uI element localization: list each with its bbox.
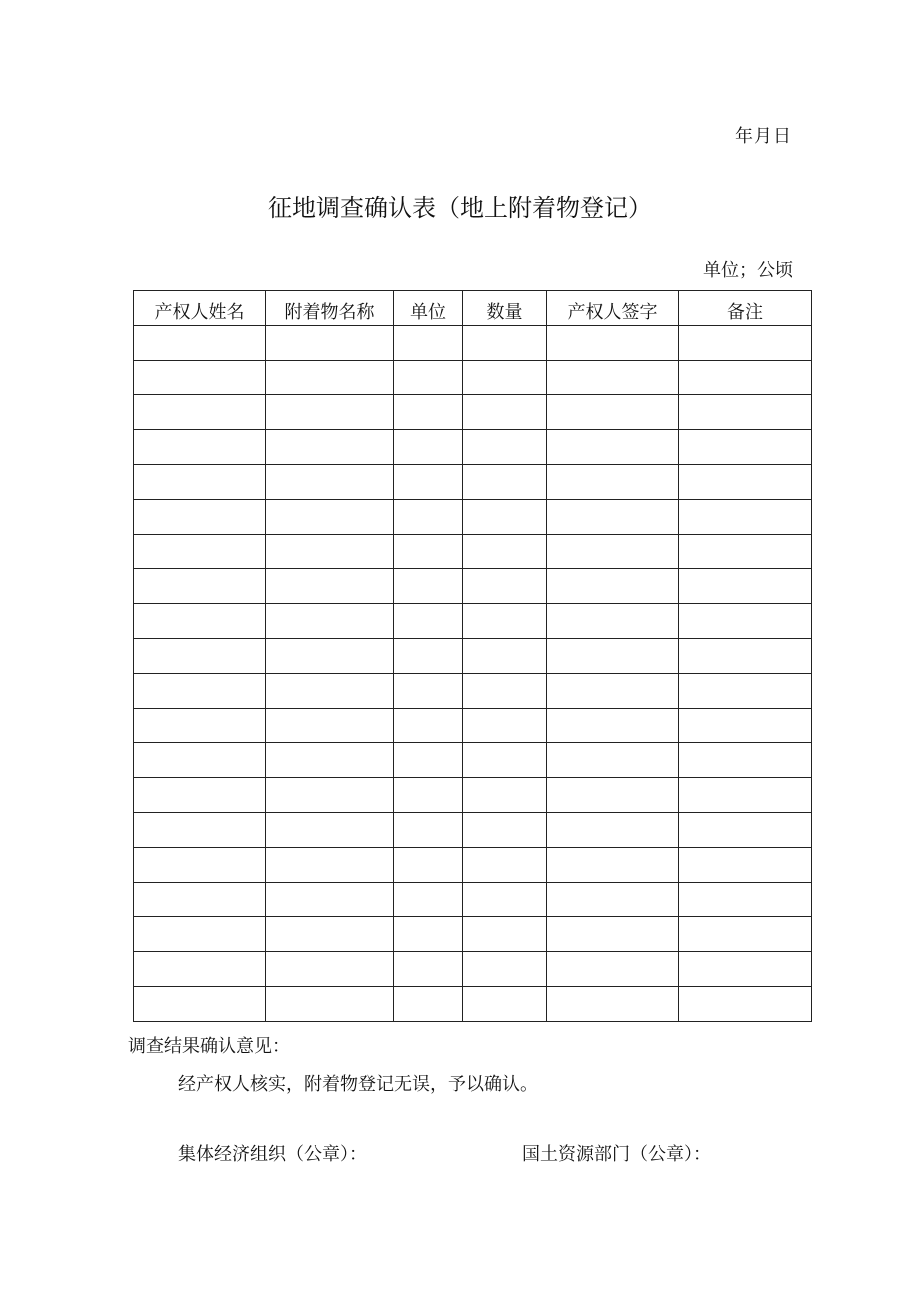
owner-name-cell[interactable] [134,882,266,917]
attachment-name-cell[interactable] [266,360,394,395]
owner-signature-cell[interactable] [547,604,679,639]
remarks-cell[interactable] [679,743,812,778]
owner-name-cell[interactable] [134,499,266,534]
remarks-cell[interactable] [679,952,812,987]
quantity-cell[interactable] [463,395,547,430]
attachment-name-cell[interactable] [266,464,394,499]
owner-name-cell[interactable] [134,743,266,778]
owner-signature-cell[interactable] [547,499,679,534]
land-dept-seal-label: 国土资源部门（公章）： [522,1144,711,1165]
owner-signature-cell[interactable] [547,986,679,1021]
table-row [134,812,812,847]
owner-name-cell[interactable] [134,986,266,1021]
owner-name-cell[interactable] [134,673,266,708]
column-header-quantity: 数量 [463,291,547,326]
owner-signature-cell[interactable] [547,638,679,673]
quantity-cell[interactable] [463,360,547,395]
owner-signature-cell[interactable] [547,464,679,499]
unit-cell[interactable] [394,430,463,465]
remarks-cell[interactable] [679,569,812,604]
table-row [134,952,812,987]
attachment-name-cell[interactable] [266,743,394,778]
table-row [134,360,812,395]
unit-cell[interactable] [394,395,463,430]
table-row [134,708,812,743]
attachment-name-cell[interactable] [266,812,394,847]
table-row [134,569,812,604]
owner-name-cell[interactable] [134,778,266,813]
unit-cell[interactable] [394,325,463,360]
table-row [134,638,812,673]
owner-signature-cell[interactable] [547,708,679,743]
attachment-name-cell[interactable] [266,638,394,673]
attachment-name-cell[interactable] [266,778,394,813]
column-header-remarks: 备注 [679,291,812,326]
owner-name-cell[interactable] [134,847,266,882]
remarks-cell[interactable] [679,708,812,743]
opinion-label: 调查结果确认意见： [128,1036,290,1057]
table-row [134,778,812,813]
unit-cell[interactable] [394,569,463,604]
attachment-name-cell[interactable] [266,430,394,465]
owner-signature-cell[interactable] [547,569,679,604]
unit-cell[interactable] [394,778,463,813]
attachment-name-cell[interactable] [266,882,394,917]
attachment-name-cell[interactable] [266,395,394,430]
quantity-cell[interactable] [463,708,547,743]
owner-signature-cell[interactable] [547,847,679,882]
remarks-cell[interactable] [679,638,812,673]
unit-cell[interactable] [394,638,463,673]
attachment-register-table [133,290,812,1022]
table-row [134,743,812,778]
quantity-cell[interactable] [463,743,547,778]
remarks-cell[interactable] [679,882,812,917]
owner-signature-cell[interactable] [547,430,679,465]
unit-cell[interactable] [394,812,463,847]
remarks-cell[interactable] [679,499,812,534]
owner-signature-cell[interactable] [547,952,679,987]
remarks-cell[interactable] [679,604,812,639]
remarks-cell[interactable] [679,464,812,499]
quantity-cell[interactable] [463,917,547,952]
unit-cell[interactable] [394,917,463,952]
owner-signature-cell[interactable] [547,812,679,847]
quantity-cell[interactable] [463,952,547,987]
attachment-name-cell[interactable] [266,325,394,360]
quantity-cell[interactable] [463,778,547,813]
owner-name-cell[interactable] [134,464,266,499]
unit-cell[interactable] [394,708,463,743]
owner-signature-cell[interactable] [547,395,679,430]
table-row [134,917,812,952]
table-row [134,604,812,639]
owner-name-cell[interactable] [134,325,266,360]
table-row [134,395,812,430]
remarks-cell[interactable] [679,917,812,952]
remarks-cell[interactable] [679,778,812,813]
owner-signature-cell[interactable] [547,882,679,917]
owner-name-cell[interactable] [134,917,266,952]
form-title: 征地调查确认表（地上附着物登记） [268,194,652,222]
owner-signature-cell[interactable] [547,534,679,569]
quantity-cell[interactable] [463,986,547,1021]
remarks-cell[interactable] [679,673,812,708]
quantity-cell[interactable] [463,847,547,882]
owner-name-cell[interactable] [134,534,266,569]
unit-note: 单位；公顷 [703,260,793,281]
quantity-cell[interactable] [463,638,547,673]
remarks-cell[interactable] [679,430,812,465]
quantity-cell[interactable] [463,604,547,639]
quantity-cell[interactable] [463,534,547,569]
unit-cell[interactable] [394,743,463,778]
remarks-cell[interactable] [679,847,812,882]
unit-cell[interactable] [394,499,463,534]
owner-name-cell[interactable] [134,638,266,673]
table-row [134,986,812,1021]
quantity-cell[interactable] [463,812,547,847]
attachment-name-cell[interactable] [266,847,394,882]
quantity-cell[interactable] [463,569,547,604]
table-row [134,325,812,360]
quantity-cell[interactable] [463,882,547,917]
table-row [134,534,812,569]
table-row [134,464,812,499]
quantity-cell[interactable] [463,464,547,499]
quantity-cell[interactable] [463,430,547,465]
owner-name-cell[interactable] [134,708,266,743]
owner-signature-cell[interactable] [547,325,679,360]
remarks-cell[interactable] [679,360,812,395]
attachment-name-cell[interactable] [266,604,394,639]
remarks-cell[interactable] [679,325,812,360]
owner-signature-cell[interactable] [547,743,679,778]
owner-name-cell[interactable] [134,360,266,395]
owner-name-cell[interactable] [134,569,266,604]
owner-signature-cell[interactable] [547,360,679,395]
owner-name-cell[interactable] [134,952,266,987]
unit-cell[interactable] [394,847,463,882]
attachment-name-cell[interactable] [266,952,394,987]
column-header-owner-name: 产权人姓名 [134,291,266,326]
remarks-cell[interactable] [679,534,812,569]
quantity-cell[interactable] [463,673,547,708]
unit-cell[interactable] [394,952,463,987]
attachment-name-cell[interactable] [266,673,394,708]
remarks-cell[interactable] [679,812,812,847]
owner-signature-cell[interactable] [547,917,679,952]
date-line: 年月日 [735,126,792,147]
owner-signature-cell[interactable] [547,673,679,708]
remarks-cell[interactable] [679,395,812,430]
attachment-name-cell[interactable] [266,569,394,604]
attachment-name-cell[interactable] [266,917,394,952]
unit-cell[interactable] [394,882,463,917]
owner-name-cell[interactable] [134,430,266,465]
owner-signature-cell[interactable] [547,778,679,813]
unit-cell[interactable] [394,604,463,639]
table-row [134,673,812,708]
attachment-name-cell[interactable] [266,986,394,1021]
attachment-name-cell[interactable] [266,499,394,534]
owner-name-cell[interactable] [134,604,266,639]
attachment-name-cell[interactable] [266,708,394,743]
unit-cell[interactable] [394,464,463,499]
table-row [134,847,812,882]
opinion-text: 经产权人核实，附着物登记无误，予以确认。 [178,1074,538,1095]
unit-cell[interactable] [394,986,463,1021]
attachment-name-cell[interactable] [266,534,394,569]
collective-seal-label: 集体经济组织（公章）： [178,1144,367,1165]
column-header-owner-signature: 产权人签字 [547,291,679,326]
quantity-cell[interactable] [463,499,547,534]
table-body [134,325,812,1021]
unit-cell[interactable] [394,534,463,569]
column-header-attachment-name: 附着物名称 [266,291,394,326]
table-row [134,882,812,917]
unit-cell[interactable] [394,360,463,395]
quantity-cell[interactable] [463,325,547,360]
table-row [134,430,812,465]
unit-cell[interactable] [394,673,463,708]
table-header-row [134,291,812,326]
column-header-unit: 单位 [394,291,463,326]
table-row [134,499,812,534]
remarks-cell[interactable] [679,986,812,1021]
owner-name-cell[interactable] [134,395,266,430]
owner-name-cell[interactable] [134,812,266,847]
